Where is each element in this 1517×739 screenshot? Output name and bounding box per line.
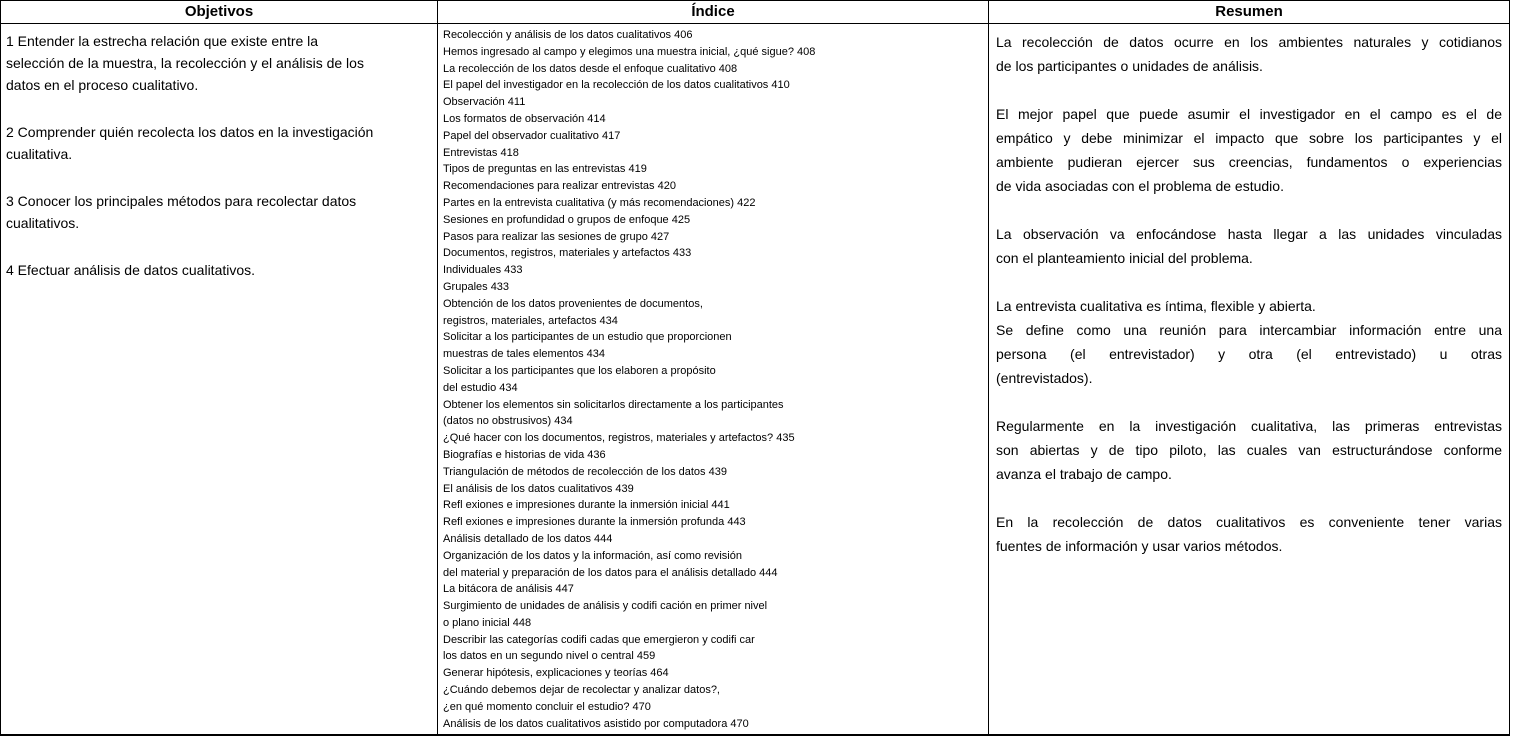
indice-header: Índice: [438, 1, 988, 24]
index-entry: Partes en la entrevista cualitativa (y más recomendaciones) 422: [443, 196, 756, 209]
resumen-header: Resumen: [989, 1, 1509, 24]
index-entry: Triangulación de métodos de recolección de los datos 439: [443, 465, 727, 478]
index-entry: El papel del investigador en la recolección de los datos cualitativos 410: [443, 79, 790, 92]
indice-column: [438, 1, 989, 734]
index-entry: (datos no obstrusivos) 434: [443, 415, 573, 428]
index-entry: los datos en un segundo nivel o central 459: [443, 650, 656, 663]
objective-line: cualitativa.: [6, 146, 73, 162]
index-entry: Recolección y análisis de los datos cualitativos 406: [443, 29, 693, 41]
index-entry: Hemos ingresado al campo y elegimos una muestra inicial, ¿qué sigue? 408: [443, 45, 816, 58]
paragraph-block: [996, 30, 1502, 78]
index-entry: Tipos de preguntas en las entrevistas 419: [443, 163, 647, 176]
objective-line: 2 Comprender quién recolecta los datos en la investigación: [6, 124, 374, 140]
summary-line: Regularmente en la investigación cualitativa, las primeras entrevistas: [996, 418, 1502, 434]
paragraph-block: [996, 222, 1502, 270]
objetivos-content: [1, 24, 437, 734]
resumen-column: [989, 1, 1509, 734]
index-entry: La bitácora de análisis 447: [443, 583, 574, 596]
summary-line: avanza el trabajo de campo.: [996, 466, 1172, 482]
index-entry: Generar hipótesis, explicaciones y teorías 464: [443, 667, 669, 680]
objective-line: cualitativos.: [6, 215, 80, 231]
index-entry: Los formatos de observación 414: [443, 112, 606, 125]
index-entry: Describir las categorías codifi cadas que emergieron y codifi car: [443, 633, 755, 646]
objective-line: 4 Efectuar análisis de datos cualitativos.: [6, 262, 256, 278]
index-entry: Organización de los datos y la información, así como revisión: [443, 549, 742, 562]
summary-line: persona (el entrevistador) y otra (el entrevistado) u otras: [996, 346, 1502, 362]
objective-line: 3 Conocer los principales métodos para recolectar datos: [6, 193, 357, 209]
index-entry: Observación 411: [443, 96, 526, 109]
summary-line: de los participantes o unidades de análisis.: [996, 58, 1263, 74]
index-entry: o plano inicial 448: [443, 616, 532, 629]
index-entry: Documentos, registros, materiales y artefactos 433: [443, 247, 692, 260]
index-entry: Entrevistas 418: [443, 146, 519, 159]
summary-line: La entrevista cualitativa es íntima, flexible y abierta.: [996, 298, 1316, 314]
index-entry: ¿en qué momento concluir el estudio? 470: [443, 700, 651, 713]
index-entry: registros, materiales, artefactos 434: [443, 314, 618, 327]
resumen-content: [989, 24, 1509, 734]
paragraph-block: [6, 30, 433, 96]
summary-line: Se define como una reunión para intercambiar información entre una: [996, 322, 1502, 338]
index-entry: ¿Cuándo debemos dejar de recolectar y analizar datos?,: [443, 684, 720, 697]
paragraph-block: [6, 121, 433, 165]
index-entry: Análisis detallado de los datos 444: [443, 532, 613, 545]
index-entry: del material y preparación de los datos para el análisis detallado 444: [443, 566, 778, 579]
objetivos-column: [1, 1, 438, 734]
summary-line: son abiertas y de tipo piloto, las cuales van estructurándose conforme: [996, 442, 1502, 458]
index-entry: del estudio 434: [443, 381, 518, 394]
summary-line: (entrevistados).: [996, 370, 1093, 386]
summary-line: de vida asociadas con el problema de estudio.: [996, 178, 1284, 194]
index-entry: Biografías e historias de vida 436: [443, 448, 606, 461]
summary-line: La observación va enfocándose hasta llegar a las unidades vinculadas: [996, 226, 1502, 242]
objetivos-header: Objetivos: [1, 1, 437, 24]
summary-line: El mejor papel que puede asumir el investigador en el campo es el de: [996, 106, 1502, 122]
objective-line: 1 Entender la estrecha relación que existe entre la: [6, 33, 319, 49]
summary-line: En la recolección de datos cualitativos es conveniente tener varias: [996, 514, 1502, 530]
index-entry: muestras de tales elementos 434: [443, 348, 606, 361]
index-entry: Obtener los elementos sin solicitarlos directamente a los participantes: [443, 398, 784, 411]
index-entry: Papel del observador cualitativo 417: [443, 129, 621, 142]
index-entry: Sesiones en profundidad o grupos de enfoque 425: [443, 213, 691, 226]
index-entry: Surgimiento de unidades de análisis y codifi cación en primer nivel: [443, 600, 768, 613]
paragraph-block: [6, 259, 433, 281]
summary-line: empático y debe minimizar el impacto que sobre los participantes y el: [996, 130, 1502, 146]
summary-line: ambiente pudieran ejercer sus creencias, fundamentos o experiencias: [996, 154, 1502, 170]
paragraph-block: [996, 294, 1502, 390]
summary-line: fuentes de información y usar varios métodos.: [996, 538, 1283, 554]
index-entry: Grupales 433: [443, 280, 510, 293]
index-entry: Solicitar a los participantes que los elaboren a propósito: [443, 364, 716, 377]
paragraph-block: [996, 414, 1502, 486]
index-entry: Refl exiones e impresiones durante la inmersión inicial 441: [443, 499, 730, 512]
index-entry: La recolección de los datos desde el enfoque cualitativo 408: [443, 62, 738, 75]
index-entry: Individuales 433: [443, 264, 523, 277]
index-entry: Refl exiones e impresiones durante la inmersión profunda 443: [443, 516, 746, 529]
index-entry: ¿Qué hacer con los documentos, registros, materiales y artefactos? 435: [443, 432, 795, 445]
index-entry: Obtención de los datos provenientes de documentos,: [443, 297, 703, 310]
index-entry: Solicitar a los participantes de un estudio que proporcionen: [443, 331, 732, 344]
objective-line: datos en el proceso cualitativo.: [6, 77, 199, 93]
paragraph-block: [6, 190, 433, 234]
index-entry: El análisis de los datos cualitativos 439: [443, 482, 634, 495]
paragraph-block: [996, 102, 1502, 198]
index-entry: Recomendaciones para realizar entrevistas 420: [443, 180, 676, 193]
paragraph-block: [996, 510, 1502, 558]
index-entry: Pasos para realizar las sesiones de grupo 427: [443, 230, 670, 243]
summary-line: con el planteamiento inicial del problema.: [996, 250, 1253, 266]
index-entry: Análisis de los datos cualitativos asistido por computadora 470: [443, 717, 749, 730]
summary-line: La recolección de datos ocurre en los ambientes naturales y cotidianos: [996, 34, 1502, 50]
objective-line: selección de la muestra, la recolección y el análisis de los: [6, 55, 364, 71]
indice-content: [438, 24, 988, 734]
